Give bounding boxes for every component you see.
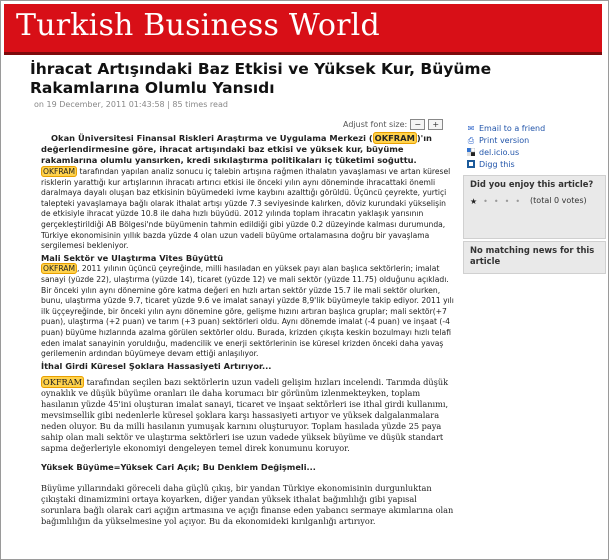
site-banner (4, 4, 602, 55)
star-icon[interactable]: • (493, 197, 505, 206)
rating-poll (463, 175, 606, 239)
digg-link[interactable]: Digg this (466, 158, 596, 170)
okfram-highlight: OKFRAM (43, 167, 76, 176)
star-icon[interactable]: • (504, 197, 516, 206)
email-friend-link[interactable]: ✉ Email to a friend (467, 123, 546, 133)
star-icon[interactable]: • (483, 197, 494, 206)
paragraph-5: Büyüme yıllarındaki göreceli daha güçlü çıkış, bir yandan Türkiye ekonomisinin durgunluktan çıkıştaki dinamizmini ortaya koyarken, diğer yandan yüksek ithalat bağımlılığı gibi yapısal sorunlara bağlı olarak cari açığın artmasına ve açığı finanse eden yabancı sermaye akımlarına olan bağımlılığın da yükselmesine yol açıyor. Bu da ekonomideki kırılganlığı artırıyor. (41, 482, 454, 526)
paragraph-4: OKFRAM tarafından seçilen bazı sektörlerin uzun vadeli gelişim hızları incelendi. Tarımda düşük oynaklık ve düşük büyüme oranları ile daha korumacı bir görünüm izlenmekteyken, toplam hasılanın yüzde 45'ini oluşturan imalat sanayi, ticaret ve inşaat sektörleri ise ithal girdi kullanımı, mevsimsellik gibi nedenlerle küresel şoklara karşı hassasiyeti artıyor ve yüksek dalgalanmalara neden oluyor. Bu da milli hasılanın yumuşak karnını oluşturuyor. Toplam hasılada yüzde 25 paya sahip olan mali sektör ve ulaştırma sektörleri ise uzun vadede yüksek büyüme ve düşük standart sapma değerleriyle ekonomiyi dengeleyen temel direk konumunu koruyor. (41, 377, 449, 454)
font-decrease-button[interactable]: − (410, 119, 425, 130)
font-increase-button[interactable]: + (428, 119, 443, 130)
site-title[interactable]: Turkish Business World (16, 8, 380, 43)
rating-stars[interactable] (470, 197, 526, 206)
subheading-mali-sektor: Mali Sektör ve Ulaştırma Vites Büyüttü (41, 252, 224, 263)
article-tools (466, 122, 596, 170)
article-meta: on 19 December, 2011 01:43:58 | 85 times read (34, 100, 228, 109)
okfram-highlight: OKFRAM (43, 264, 76, 274)
email-icon: ✉ (467, 123, 475, 133)
paragraph-2: OKFRAM , 2011 yılının üçüncü çeyreğinde, milli hasıladan en yüksek payı alan başlıca sektörlerin; imalat sanayi (yüzde 22), ulaştırma (yüzde 14), ticaret (yüzde 12) ve mali sektör (yüzde 11.75) olduğunu açıkladı. (41, 264, 449, 284)
delicious-icon (466, 148, 476, 157)
article-body (41, 133, 455, 527)
subheading-yuksek-buyume: Yüksek Büyüme=Yüksek Cari Açık; Bu Denklem Değişmeli... (41, 462, 316, 473)
font-size-control (343, 119, 443, 130)
vote-count: (total 0 votes) (530, 196, 587, 205)
article-headline: İhracat Artışındaki Baz Etkisi ve Yüksek Kur, Büyüme Rakamlarına Olumlu Yansıdı (30, 60, 492, 97)
star-icon[interactable]: • (515, 197, 527, 206)
article-intro: Okan Üniversitesi Finansal Riskleri Araştırma ve Uygulama Merkezi ( OKFRAM )'ın değerlendirmesine göre, ihracat artışındaki baz etkisi ve yüksek kur, büyüme rakamlarına olumlu yansırken, kredi sıkılaştırma politikaları iç tüketimi soğuttu. (41, 133, 432, 165)
okfram-highlight: OKFRAM (43, 377, 82, 388)
star-icon[interactable]: ★ (470, 197, 484, 206)
font-size-label: Adjust font size: (343, 120, 408, 129)
subheading-ithal-girdi: İthal Girdi Küresel Şoklara Hassasiyeti Artırıyor... (41, 360, 272, 371)
poll-question: Did you enjoy this article? (470, 179, 594, 189)
related-news-box (463, 241, 606, 274)
print-version-link[interactable]: ⎙ Print version (467, 135, 530, 145)
paragraph-1: OKFRAM tarafından yapılan analiz sonucu iç talebin artışına rağmen ithalatın yavaşlaması ve artan küresel risklerin yarattığı kur artışlarının ihracatı artırıcı etkisi ile önceki yılın aynı döneminde ihracattaki önemli daralmaya dayalı oluşan baz etkisinin büyümedeki ivme kaybını azalttığı görüldü. Üçüncü çeyrekte, yurtiçi talepteki yavaşlamaya bağlı olarak ithalat artışı yüzde 7.3 seviyesinde kalırken, döviz kurundaki yükselişin de etkisiyle ihracat yüzde 10.8 ile daha hızlı büyüdü. 2012 yılında toplam ihracatın yaklaşık yarısının gerçekleştirildiği AB Bölgesi'nde büyümenin tahmin edildiği gibi yüzde 0.2 düzeyinde kalması durumunda, Türkiye ekonomisinin yıllık bazda yüzde 4 olan uzun vadeli büyüme ortalamasına doğru bir yavaşlama sergilemesi bekleniyor. (41, 167, 451, 251)
digg-icon (466, 160, 476, 169)
paragraph-3: Bir önceki yılın aynı dönemine göre katma değeri en hızlı artan sektör yüzde 15.7 ile mali sektör olurken, bunu, ulaştırma yüzde 9.7, ticaret yüzde 9.6 ve imalat sanayi yüzde 8,9'lik büyümeyle takip ediyor. 2011 yılı ilk üççeyreğinde, bir önceki yılın aynı dönemine göre, gelişme hızını artıran başlıca gruplar; mali sektör(+7 puan), ulaştırma (+2 puan) ve tarım (+3 puan) sektörleri oldu. Aynı dönemde imalat (-4 puan) ve inşaat (-4 puan) büyüme hızlarında azalma görülen sektörler oldu. Burada, krizden çıkışta keskin bozulmayı hızlı telafi eden imalat sanayinin yoruldıığu, madencilik ve enerji sektörlerinin ise küresel krizden önceki daha yavaş gerilemenin ardından büyümeye devam ettiği anlaşılıyor. (41, 285, 454, 359)
delicious-link[interactable]: del.icio.us (466, 146, 596, 158)
no-matching-news: No matching news for this article (470, 245, 595, 266)
print-icon: ⎙ (467, 135, 475, 145)
okfram-highlight: OKFRAM (374, 133, 415, 143)
